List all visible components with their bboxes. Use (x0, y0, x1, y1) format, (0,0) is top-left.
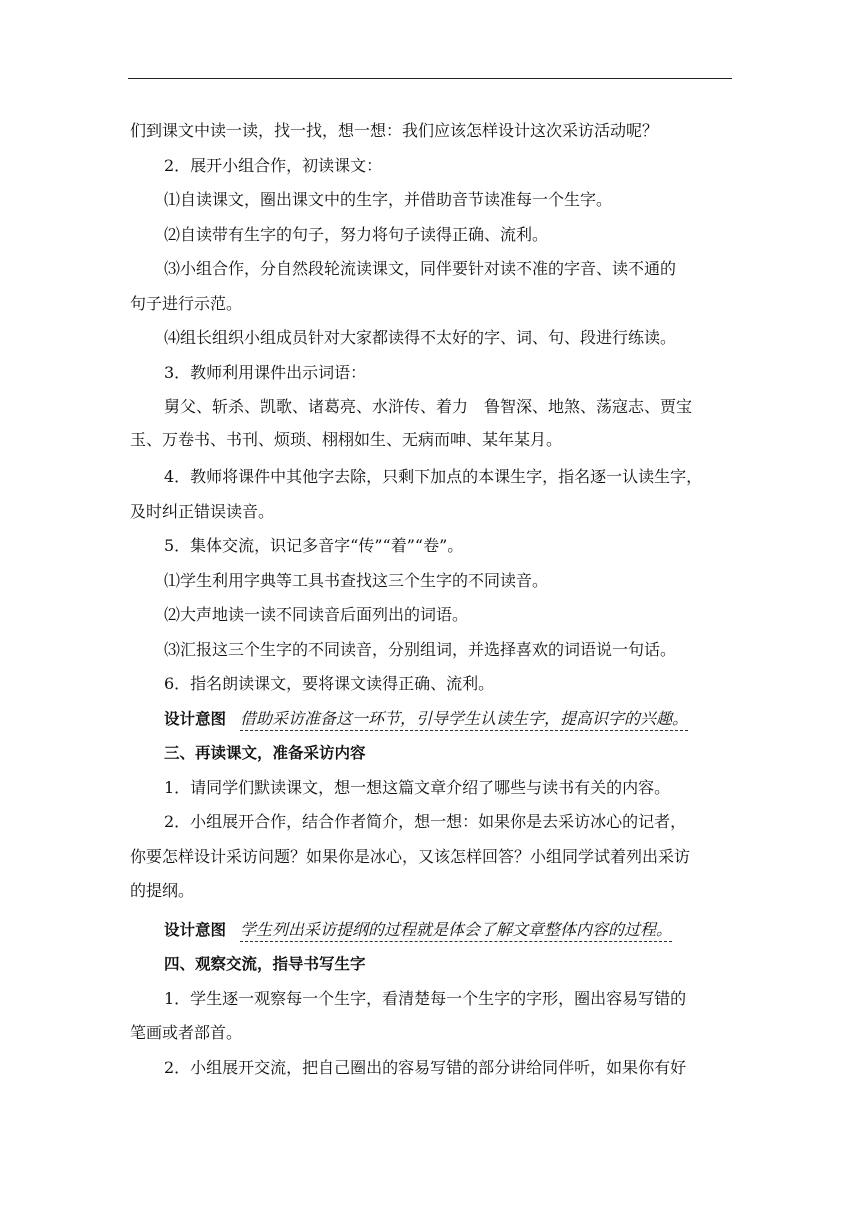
design-intent-2 (130, 913, 730, 948)
paragraph-line: ⑷组长组织小组成员针对大家都读得不太好的字、词、句、段进行练读。 (164, 328, 677, 347)
paragraph-line: 的提纲。 (130, 881, 195, 900)
paragraph-line: 1．请同学们默读课文，想一想这篇文章介绍了哪些与读书有关的内容。 (164, 777, 671, 797)
vocabulary-line: 舅父、斩杀、凯歌、诸葛亮、水浒传、着力 鲁智深、地煞、荡寇志、贾宝 (164, 397, 693, 416)
section-heading: 四、观察交流，指导书写生字 (164, 955, 366, 973)
vocabulary-line: 玉、万卷书、书刊、烦琐、栩栩如生、无病而呻、某年某月。 (130, 430, 563, 449)
paragraph-line: 你要怎样设计采访问题？如果你是冰心，又该怎样回答？小组同学试着列出采访 (130, 846, 691, 866)
paragraph-line: ⑵大声地读一读不同读音后面列出的词语。 (164, 605, 469, 624)
design-intent-text: 借助采访准备这一环节，引导学生认读生字，提高识字的兴趣。 (240, 709, 688, 731)
paragraph-line: 句子进行示范。 (130, 293, 243, 313)
paragraph-line: ⑴自读课文，圈出课文中的生字，并借助音节读准每一个生字。 (164, 190, 613, 209)
paragraph-line: 笔画或者部首。 (130, 1023, 243, 1042)
paragraph-line: ⑵自读带有生字的句子，努力将句子读得正确、流利。 (164, 224, 549, 244)
paragraph-line: 3．教师利用课件出示词语： (164, 362, 367, 382)
paragraph-line: 及时纠正错误读音。 (130, 501, 275, 521)
paragraph-line: ⑶汇报这三个生字的不同读音，分别组词，并选择喜欢的词语说一句话。 (164, 639, 677, 659)
design-intent-label: 设计意图 (164, 920, 227, 939)
header-rule (128, 78, 732, 79)
paragraph-line: ⑶小组合作，分自然段轮流读课文，同伴要针对读不准的字音、读不通的 (164, 259, 677, 278)
section-heading: 三、再读课文，准备采访内容 (164, 744, 366, 762)
paragraph-line: ⑴学生利用字典等工具书查找这三个生字的不同读音。 (164, 570, 549, 590)
paragraph-line: 2．小组展开合作，结合作者简介，想一想：如果你是去采访冰心的记者， (164, 812, 687, 831)
paragraph-line: 2．展开小组合作，初读课文： (164, 155, 383, 175)
paragraph-line: 2．小组展开交流，把自己圈出的容易写错的部分讲给同伴听，如果你有好 (164, 1057, 687, 1077)
paragraph-line: 5．集体交流，识记多音字“传”“着”“卷”。 (164, 536, 464, 555)
design-intent-1 (130, 702, 730, 737)
design-intent-text: 学生列出采访提纲的过程就是体会了解文章整体内容的过程。 (240, 920, 672, 942)
paragraph-line: 1．学生逐一观察每一个生字，看清楚每一个生字的字形，圈出容易写错的 (164, 988, 687, 1008)
paragraph-line: 6．指名朗读课文，要将课文读得正确、流利。 (164, 674, 495, 693)
document-page (130, 114, 730, 1085)
paragraph-line: 4．教师将课件中其他字去除，只剩下加点的本课生字，指名逐一认读生字， (164, 467, 703, 486)
design-intent-label: 设计意图 (164, 709, 227, 728)
paragraph-line: 们到课文中读一读，找一找，想一想：我们应该怎样设计这次采访活动呢？ (130, 121, 659, 140)
